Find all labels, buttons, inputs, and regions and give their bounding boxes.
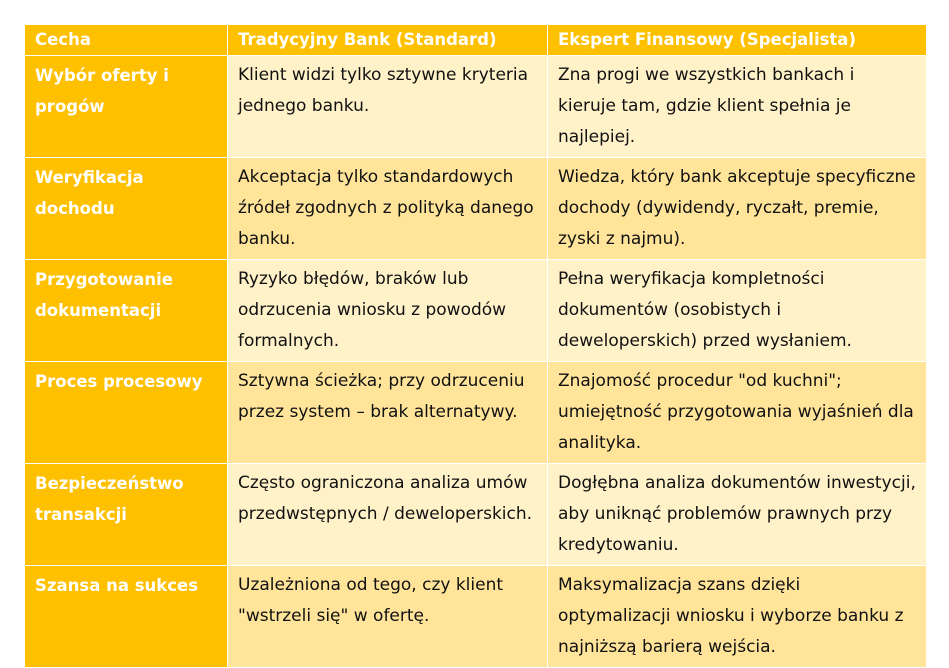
row-bank-value: Sztywna ścieżka; przy odrzuceniu przez system – brak alternatywy. [228, 362, 548, 464]
table-header [25, 25, 927, 56]
row-bank-value: Ryzyko błędów, braków lub odrzucenia wniosku z powodów formalnych. [228, 260, 548, 362]
row-expert-value: Znajomość procedur "od kuchni"; umiejętność przygotowania wyjaśnień dla analityka. [548, 362, 927, 464]
row-feature: Przygotowanie dokumentacji [25, 260, 228, 362]
row-feature: Weryfikacja dochodu [25, 158, 228, 260]
row-expert-value: Wiedza, który bank akceptuje specyficzne dochody (dywidendy, ryczałt, premie, zyski z najmu). [548, 158, 927, 260]
row-expert-value: Pełna weryfikacja kompletności dokumentów (osobistych i deweloperskich) przed wysłaniem. [548, 260, 927, 362]
row-expert-value: Maksymalizacja szans dzięki optymalizacji wniosku i wyborze banku z najniższą barierą wejścia. [548, 566, 927, 668]
table-body [25, 56, 927, 668]
header-row [25, 25, 927, 56]
row-expert-value: Dogłębna analiza dokumentów inwestycji, aby uniknąć problemów prawnych przy kredytowaniu. [548, 464, 927, 566]
row-bank-value: Często ograniczona analiza umów przedwstępnych / deweloperskich. [228, 464, 548, 566]
row-bank-value: Uzależniona od tego, czy klient "wstrzeli się" w ofertę. [228, 566, 548, 668]
row-expert-value: Zna progi we wszystkich bankach i kieruje tam, gdzie klient spełnia je najlepiej. [548, 56, 927, 158]
header-traditional-bank: Tradycyjny Bank (Standard) [228, 25, 548, 56]
table-row [25, 158, 927, 260]
header-feature: Cecha [25, 25, 228, 56]
row-feature: Proces procesowy [25, 362, 228, 464]
table-row [25, 260, 927, 362]
row-feature: Wybór oferty i progów [25, 56, 228, 158]
row-feature: Szansa na sukces [25, 566, 228, 668]
table-row [25, 362, 927, 464]
comparison-table [24, 24, 927, 668]
table-row [25, 56, 927, 158]
row-bank-value: Klient widzi tylko sztywne kryteria jednego banku. [228, 56, 548, 158]
row-feature: Bezpieczeństwo transakcji [25, 464, 228, 566]
table-row [25, 464, 927, 566]
row-bank-value: Akceptacja tylko standardowych źródeł zgodnych z polityką danego banku. [228, 158, 548, 260]
header-financial-expert: Ekspert Finansowy (Specjalista) [548, 25, 927, 56]
table-row [25, 566, 927, 668]
